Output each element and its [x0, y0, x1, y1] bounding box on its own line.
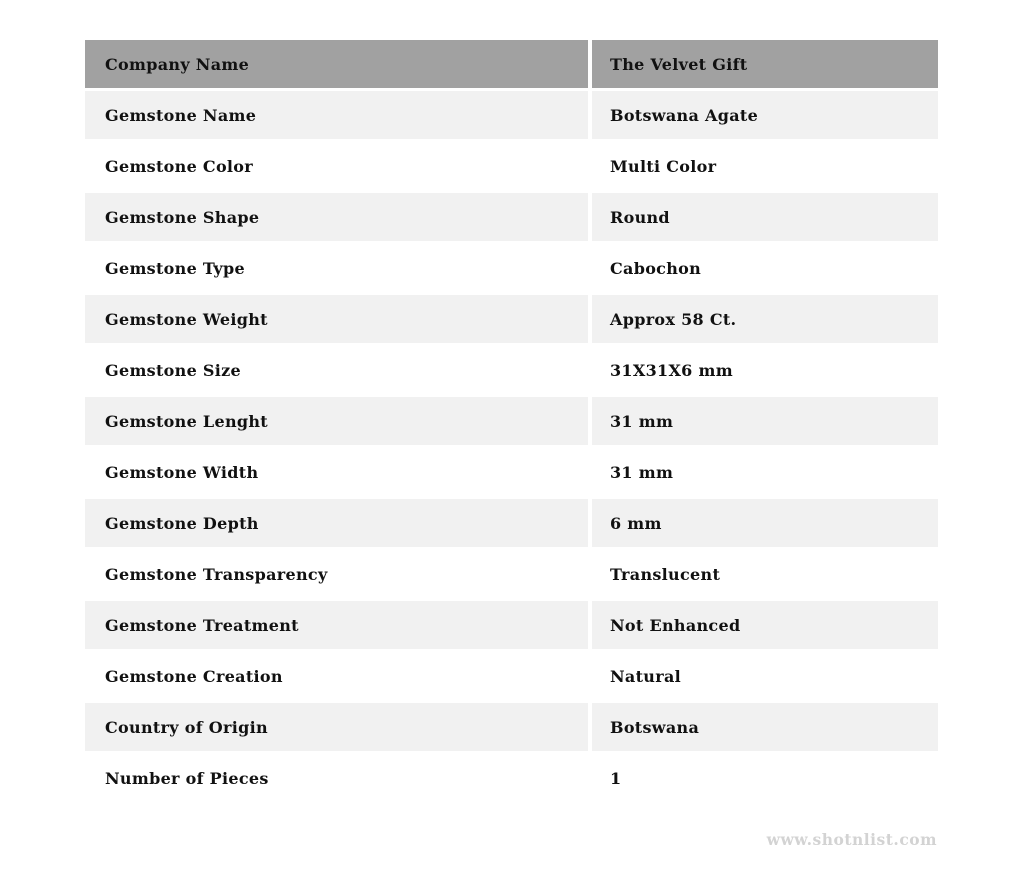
row-label: Gemstone Lenght [105, 411, 268, 431]
table-row [85, 703, 938, 751]
row-label: Gemstone Name [105, 105, 257, 125]
row-value: 31 mm [610, 411, 674, 431]
row-label-cell [85, 754, 588, 802]
table-row [85, 499, 938, 547]
row-value-cell [592, 91, 938, 139]
row-value-cell [592, 142, 938, 190]
watermark-text: www.shotnlist.com [766, 830, 937, 849]
header-value: The Velvet Gift [610, 54, 748, 74]
row-value-cell [592, 448, 938, 496]
row-label-cell [85, 652, 588, 700]
row-label: Gemstone Weight [105, 309, 268, 329]
row-label: Number of Pieces [105, 768, 269, 788]
row-label-cell [85, 601, 588, 649]
row-label-cell [85, 193, 588, 241]
row-label: Gemstone Size [105, 360, 242, 380]
row-label: Gemstone Treatment [105, 615, 299, 635]
row-value: 6 mm [610, 513, 662, 533]
row-value: Botswana Agate [610, 105, 759, 125]
row-value: Cabochon [610, 258, 702, 278]
table-row [85, 652, 938, 700]
row-value: Round [610, 207, 670, 227]
table-row [85, 142, 938, 190]
row-label: Gemstone Width [105, 462, 259, 482]
row-value: 31 mm [610, 462, 674, 482]
row-label: Gemstone Type [105, 258, 245, 278]
row-value: 1 [610, 768, 622, 788]
table-row [85, 91, 938, 139]
gemstone-spec-table [85, 40, 938, 805]
table-row [85, 448, 938, 496]
row-label-cell [85, 397, 588, 445]
row-value: Approx 58 Ct. [610, 309, 737, 329]
table-row [85, 295, 938, 343]
row-label-cell [85, 448, 588, 496]
row-label-cell [85, 91, 588, 139]
header-label-cell [85, 40, 588, 88]
table-row [85, 550, 938, 598]
table-row [85, 193, 938, 241]
table-row [85, 601, 938, 649]
row-label-cell [85, 550, 588, 598]
row-label: Gemstone Transparency [105, 564, 328, 584]
row-label-cell [85, 244, 588, 292]
row-value-cell [592, 295, 938, 343]
row-value: Translucent [610, 564, 721, 584]
row-value: Multi Color [610, 156, 717, 176]
row-value-cell [592, 244, 938, 292]
row-value-cell [592, 754, 938, 802]
row-value: Not Enhanced [610, 615, 741, 635]
header-value-cell [592, 40, 938, 88]
row-value: 31X31X6 mm [610, 360, 733, 380]
table-header-row [85, 40, 938, 88]
row-label-cell [85, 295, 588, 343]
row-label-cell [85, 703, 588, 751]
row-label: Gemstone Creation [105, 666, 283, 686]
row-value-cell [592, 601, 938, 649]
row-value-cell [592, 193, 938, 241]
row-value-cell [592, 550, 938, 598]
row-value: Natural [610, 666, 681, 686]
table-row [85, 244, 938, 292]
row-value: Botswana [610, 717, 700, 737]
table-row [85, 346, 938, 394]
row-label-cell [85, 499, 588, 547]
row-label: Gemstone Depth [105, 513, 259, 533]
row-label-cell [85, 346, 588, 394]
row-value-cell [592, 397, 938, 445]
table-row [85, 754, 938, 802]
row-label: Gemstone Color [105, 156, 254, 176]
row-label: Country of Origin [105, 717, 268, 737]
header-label: Company Name [105, 54, 250, 74]
table-row [85, 397, 938, 445]
row-value-cell [592, 703, 938, 751]
row-label: Gemstone Shape [105, 207, 260, 227]
row-value-cell [592, 499, 938, 547]
row-value-cell [592, 652, 938, 700]
row-value-cell [592, 346, 938, 394]
row-label-cell [85, 142, 588, 190]
